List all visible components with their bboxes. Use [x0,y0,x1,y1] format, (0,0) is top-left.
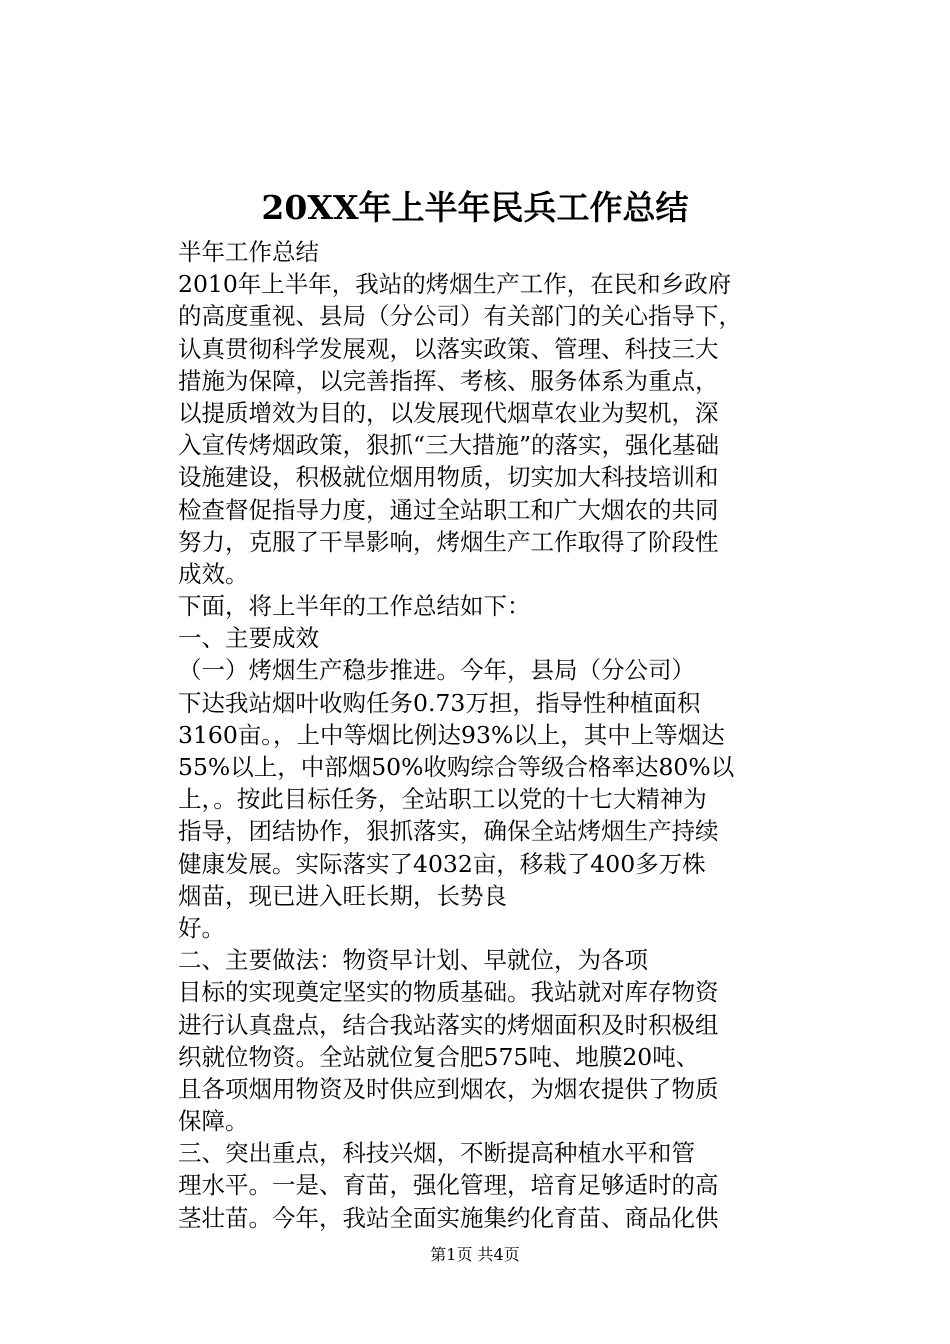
section-heading: 三、突出重点，科技兴烟，不断提高种植水平和管 [178,1139,695,1168]
body-line: 以提质增效为目的，以发展现代烟草农业为契机，深 [178,398,719,427]
document-title: 20XX年上半年民兵工作总结 [261,188,689,227]
body-line: 措施为保障，以完善指挥、考核、服务体系为重点， [178,366,719,395]
body-line: 烟苗，现已进入旺长期，长势良 [178,881,507,910]
body-line: 55%以上，中部烟50%收购综合等级合格率达80%以 [178,753,735,781]
body-line: 织就位物资。全站就位复合肥575吨、地膜20吨、 [178,1042,700,1071]
body-line: 好。 [178,913,225,942]
body-line: 入宣传烤烟政策，狠抓“三大措施”的落实，强化基础 [178,431,720,460]
section-heading: 二、主要做法：物资早计划、早就位，为各项 [178,946,648,975]
body-line: 努力，克服了干旱影响，烤烟生产工作取得了阶段性 [178,527,719,556]
body-line: （一）烤烟生产稳步推进。今年，县局（分公司） [178,656,695,685]
body-line: 下达我站烟叶收购任务0.73万担，指导性种植面积 [178,688,701,717]
body-line: 认真贯彻科学发展观，以落实政策、管理、科技三大 [178,334,719,363]
body-line: 2010年上半年，我站的烤烟生产工作，在民和乡政府 [178,270,732,299]
body-line: 保障。 [178,1107,249,1136]
document-body [178,236,798,1234]
body-line: 半年工作总结 [178,238,319,266]
body-line: 茎壮苗。今年，我站全面实施集约化育苗、商品化供 [178,1203,719,1232]
body-line: 上，。按此目标任务，全站职工以党的十七大精神为 [178,785,707,814]
page-number-footer: 第1页 共4页 [430,1245,520,1264]
body-line: 目标的实现奠定坚实的物质基础。我站就对库存物资 [178,978,719,1007]
body-line: 下面，将上半年的工作总结如下： [178,592,531,621]
body-line: 指导，团结协作，狠抓落实，确保全站烤烟生产持续 [178,817,719,846]
body-line: 健康发展。实际落实了4032亩，移栽了400多万株 [178,849,706,878]
section-heading: 一、主要成效 [178,624,319,653]
body-line: 理水平。一是、育苗，强化管理，培育足够适时的高 [178,1171,719,1200]
body-line: 检查督促指导力度，通过全站职工和广大烟农的共同 [178,495,719,524]
body-line: 设施建设，积极就位烟用物质，切实加大科技培训和 [178,463,719,492]
body-line: 的高度重视、县局（分公司）有关部门的关心指导下， [178,302,742,331]
body-line: 进行认真盘点，结合我站落实的烤烟面积及时积极组 [178,1010,719,1039]
body-line: 成效。 [178,559,249,588]
body-line: 且各项烟用物资及时供应到烟农，为烟农提供了物质 [178,1074,719,1103]
body-line: 3160亩。，上中等烟比例达93%以上，其中上等烟达 [178,720,725,749]
